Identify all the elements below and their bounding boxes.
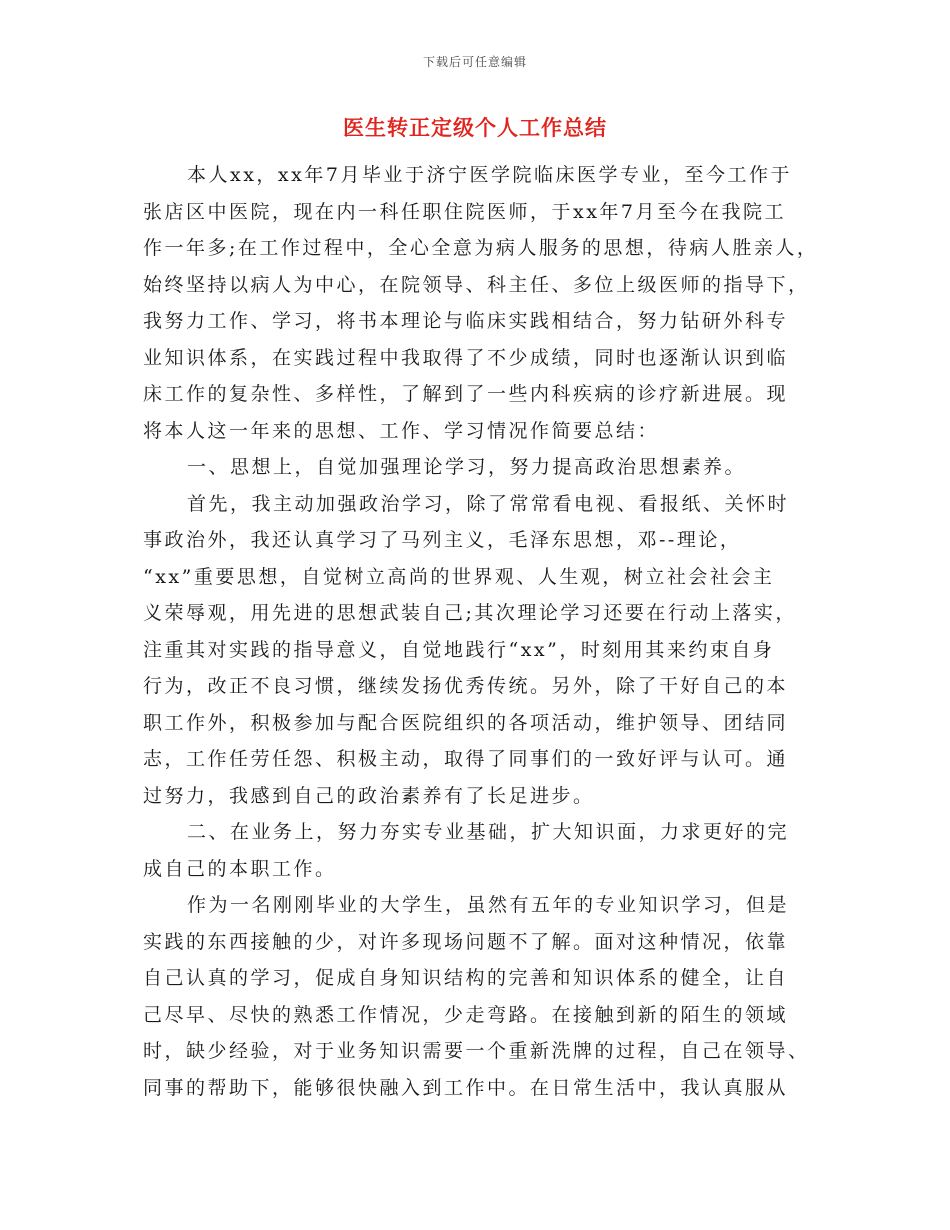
- text-line: 义荣辱观，用先进的思想武装自己;其次理论学习还要在行动上落实，: [143, 602, 797, 624]
- text-line: 己尽早、尽快的熟悉工作情况，少走弯路。在接触到新的陌生的领域: [143, 1003, 789, 1026]
- text-line: 实践的东西接触的少，对许多现场问题不了解。面对这种情况，依靠: [143, 930, 789, 953]
- text-line: 同事的帮助下，能够很快融入到工作中。在日常生活中，我认真服从: [143, 1076, 789, 1099]
- text-line: 二、在业务上，努力夯实专业基础，扩大知识面，力求更好的完: [187, 821, 790, 843]
- text-line: 志，工作任劳任怨、积极主动，取得了同事们的一致好评与认可。通: [143, 748, 789, 770]
- text-line: 事政治外，我还认真学习了马列主义，毛泽东思想，邓--理论，: [143, 529, 742, 551]
- text-line: 时，缺少经验，对于业务知识需要一个重新洗牌的过程，自己在领导、: [143, 1040, 810, 1062]
- text-line: 业知识体系，在实践过程中我取得了不少成绩，同时也逐渐认识到临: [143, 346, 789, 369]
- text-line: 职工作外，积极参加与配合医院组织的各项活动，维护领导、团结同: [143, 711, 789, 734]
- text-line: 我努力工作、学习，将书本理论与临床实践相结合，努力钻研外科专: [143, 310, 789, 332]
- document-title: 医生转正定级个人工作总结: [343, 116, 607, 140]
- text-line: 首先，我主动加强政治学习，除了常常看电视、看报纸、关怀时: [187, 492, 790, 515]
- text-line: 一、思想上，自觉加强理论学习，努力提高政治思想素养。: [187, 456, 747, 478]
- text-line: 始终坚持以病人为中心，在院领导、科主任、多位上级医师的指导下，: [143, 273, 810, 296]
- text-line: 作一年多;在工作过程中，全心全意为病人服务的思想，待病人胜亲人，: [143, 237, 819, 259]
- text-line: 自己认真的学习，促成自身知识结构的完善和知识体系的健全，让自: [143, 967, 789, 989]
- header-note: 下载后可任意编辑: [422, 55, 527, 69]
- text-line: 床工作的复杂性、多样性，了解到了一些内科疾病的诊疗新进展。现: [143, 383, 789, 405]
- text-line: 行为，改正不良习惯，继续发扬优秀传统。另外，除了干好自己的本: [143, 675, 789, 697]
- document-body: [143, 157, 823, 1106]
- text-line: 将本人这一年来的思想、工作、学习情况作简要总结：: [143, 419, 660, 442]
- text-line: 过努力，我感到自己的政治素养有了长足进步。: [143, 784, 595, 807]
- text-line: 作为一名刚刚毕业的大学生，虽然有五年的专业知识学习，但是: [187, 894, 790, 916]
- text-line: “xx”重要思想，自觉树立高尚的世界观、人生观，树立社会社会主: [143, 565, 775, 588]
- text-line: 注重其对实践的指导意义，自觉地践行“xx”，时刻用其来约束自身: [143, 638, 775, 661]
- text-line: 本人xx，xx年7月毕业于济宁医学院临床医学专业，至今工作于: [187, 164, 792, 186]
- text-line: 张店区中医院，现在内一科任职住院医师，于xx年7月至今在我院工: [143, 200, 787, 223]
- text-line: 成自己的本职工作。: [143, 857, 337, 880]
